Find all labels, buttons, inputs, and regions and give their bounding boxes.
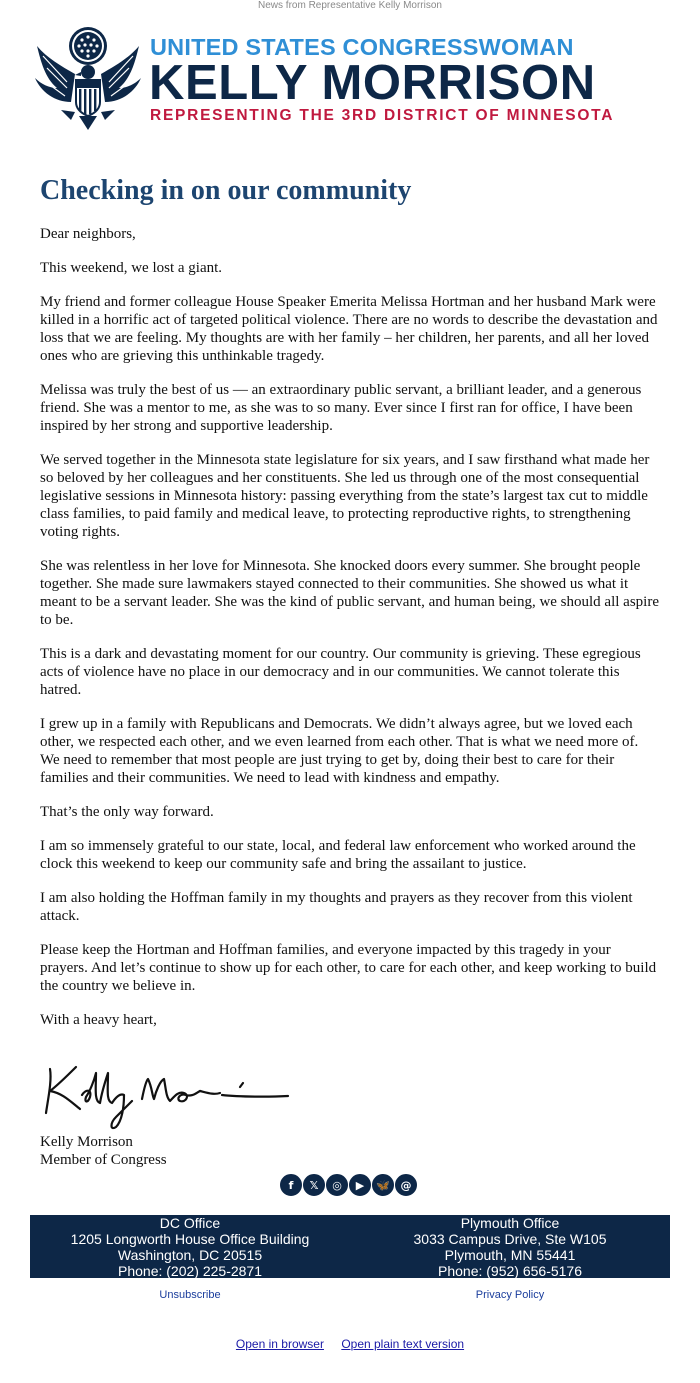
paragraph: Please keep the Hortman and Hoffman families, and everyone impacted by this tragedy in your prayers. And let’s continue to show up for each other, to care for each other, and keep working to build the country we believe in. bbox=[40, 942, 657, 994]
instagram-icon[interactable]: ◎ bbox=[326, 1174, 348, 1196]
plain-text-version-link[interactable]: Open plain text version bbox=[341, 1337, 465, 1351]
paragraph: My friend and former colleague House Speaker Emerita Melissa Hortman and her husband Mark were killed in a horrific act of targeted political violence. There are no words to describe the devastation and loss that we are feeling. My thoughts are with her family – her children, her parents, and all her loved ones who are grieving this unthinkable tragedy. bbox=[40, 294, 658, 364]
office-footer bbox=[30, 1215, 670, 1278]
header-line-district: REPRESENTING THE 3RD DISTRICT OF MINNESOTA bbox=[150, 107, 615, 124]
handwritten-signature bbox=[40, 1051, 300, 1131]
header-line-name: KELLY MORRISON bbox=[149, 56, 596, 110]
header-banner bbox=[0, 20, 700, 138]
facebook-icon[interactable]: f bbox=[280, 1174, 302, 1196]
unsubscribe-link[interactable]: Unsubscribe bbox=[159, 1289, 221, 1301]
bluesky-icon[interactable]: 🦋 bbox=[372, 1174, 394, 1196]
preheader-text: News from Representative Kelly Morrison bbox=[258, 0, 442, 11]
header-line-congresswoman: UNITED STATES CONGRESSWOMAN bbox=[150, 34, 574, 60]
paragraph: I am so immensely grateful to our state, local, and federal law enforcement who worked around the clock this weekend to keep our community safe and bring the assailant to justice. bbox=[40, 838, 636, 872]
office-address-line2: Washington, DC 20515 bbox=[117, 1247, 263, 1263]
social-links bbox=[280, 1174, 420, 1200]
privacy-policy-link[interactable]: Privacy Policy bbox=[475, 1289, 545, 1301]
office-name: DC Office bbox=[159, 1215, 221, 1231]
salutation: Dear neighbors, bbox=[40, 226, 136, 242]
open-in-browser-link[interactable]: Open in browser bbox=[235, 1337, 324, 1351]
signer-name: Kelly Morrison bbox=[40, 1134, 133, 1150]
x-icon[interactable]: 𝕏 bbox=[303, 1174, 325, 1196]
dc-office bbox=[30, 1215, 350, 1278]
office-address-line2: Plymouth, MN 55441 bbox=[444, 1247, 576, 1263]
youtube-icon[interactable]: ▶ bbox=[349, 1174, 371, 1196]
paragraph: I grew up in a family with Republicans and Democrats. We didn’t always agree, but we loved each other, we respected each other, and we even learned from each other. That is what we need more of. We need to remember that most people are just trying to get by, doing their best to care for their families and their communities. We need to lead with kindness and empathy. bbox=[40, 716, 639, 786]
article-body bbox=[40, 172, 660, 1169]
signer-title: Member of Congress bbox=[40, 1152, 167, 1168]
paragraph: I am also holding the Hoffman family in my thoughts and prayers as they recover from this violent attack. bbox=[40, 890, 633, 924]
office-name: Plymouth Office bbox=[460, 1215, 560, 1231]
eagle-seal-icon bbox=[31, 22, 145, 134]
office-phone: Phone: (952) 656-5176 bbox=[438, 1263, 582, 1279]
paragraph: That’s the only way forward. bbox=[40, 804, 214, 820]
footer-links bbox=[30, 1289, 670, 1301]
office-address-line1: 3033 Campus Drive, Ste W105 bbox=[413, 1231, 607, 1247]
threads-icon[interactable]: @ bbox=[395, 1174, 417, 1196]
paragraph: We served together in the Minnesota state legislature for six years, and I saw firsthand what made her so beloved by her colleagues and her constituents. She led us through one of the most consequential legislative sessions in Minnesota history: passing everything from the state’s largest tax cut to middle class families, to paid family and medical leave, to protecting reproductive rights, to strengthening voting rights. bbox=[40, 452, 650, 540]
paragraph: This is a dark and devastating moment for our country. Our community is grieving. These egregious acts of violence have no place in our democracy and in our communities. We cannot tolerate this hatred. bbox=[40, 646, 641, 698]
paragraph: She was relentless in her love for Minnesota. She knocked doors every summer. She brought people together. She made sure lawmakers stayed connected to their communities. She showed us what it meant to be a servant leader. She was the kind of public servant, and human being, we should all aspire to be. bbox=[40, 558, 659, 628]
office-address-line1: 1205 Longworth House Office Building bbox=[70, 1231, 310, 1247]
paragraph: This weekend, we lost a giant. bbox=[40, 260, 223, 276]
article-title: Checking in on our community bbox=[40, 175, 412, 206]
paragraph: Melissa was truly the best of us — an extraordinary public servant, a brilliant leader, and a generous friend. She was a mentor to me, as she was to so many. Ever since I first ran for office, I have been inspired by her strong and supportive leadership. bbox=[40, 382, 642, 434]
closing: With a heavy heart, bbox=[40, 1012, 157, 1028]
plymouth-office bbox=[350, 1215, 670, 1278]
view-options bbox=[0, 1337, 700, 1351]
office-phone: Phone: (202) 225-2871 bbox=[118, 1263, 262, 1279]
